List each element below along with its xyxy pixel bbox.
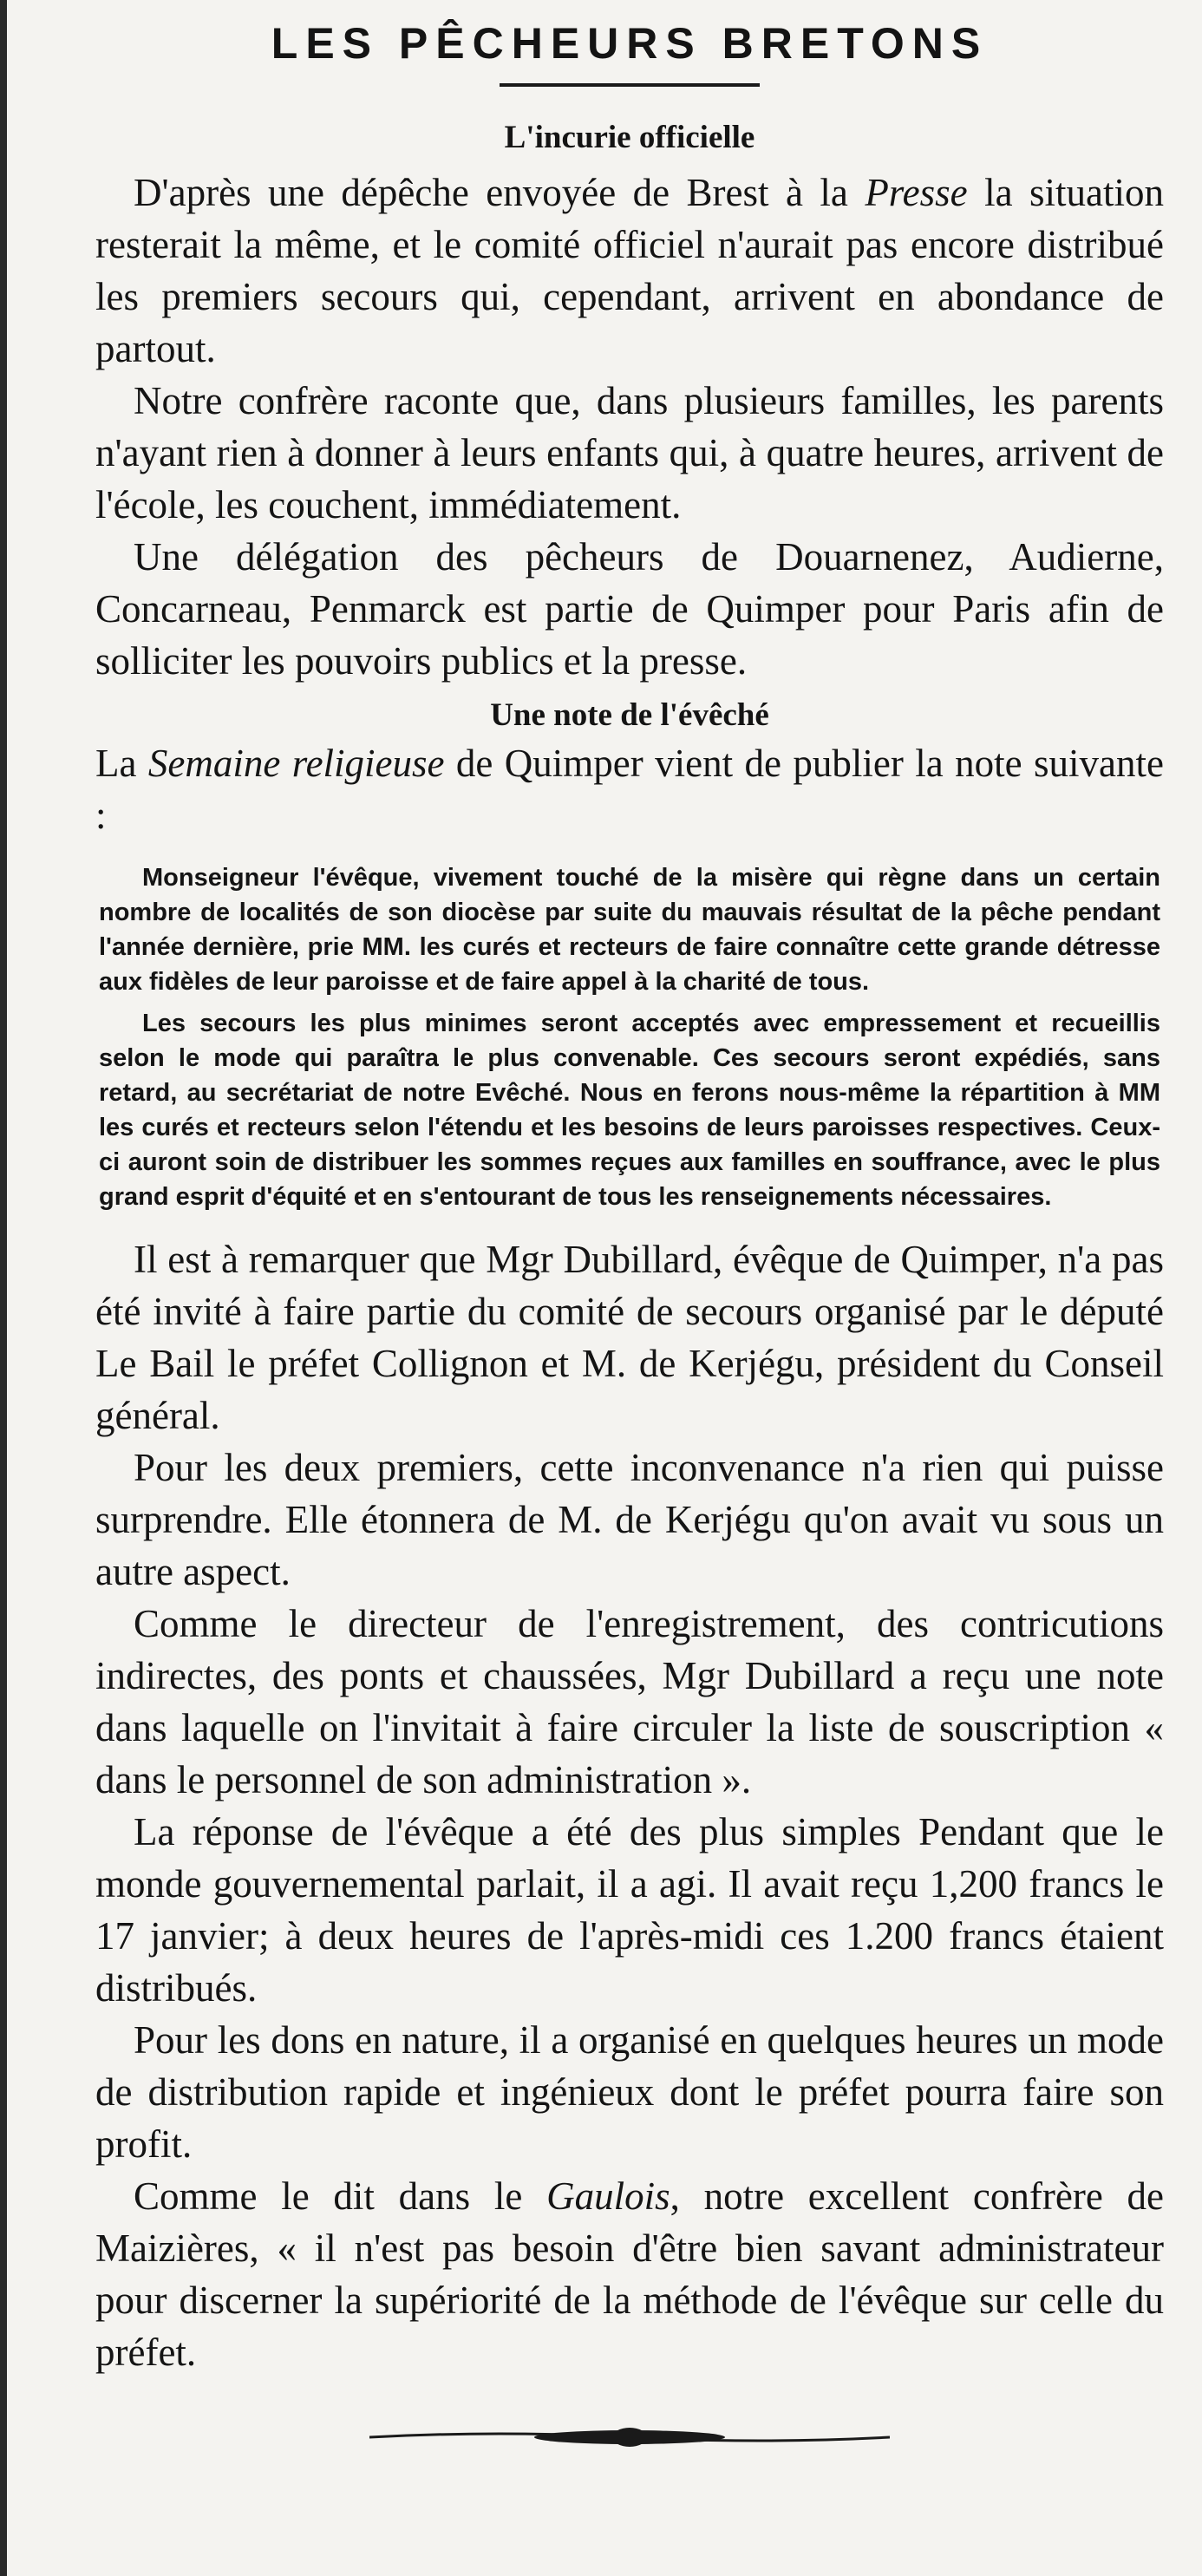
paragraph-4-text-end: de Quimper vient de publier la note suivante : xyxy=(95,742,1165,837)
article-subtitle: L'incurie officielle xyxy=(504,120,755,155)
paragraph-4-italic: Semaine religieuse xyxy=(147,742,445,785)
paragraph-10-text: Comme le dit dans le xyxy=(134,2174,547,2218)
paragraph-1 xyxy=(95,167,1164,375)
paragraph-1-italic: Presse xyxy=(865,171,968,214)
paragraph-8: La réponse de l'évêque a été des plus simples Pendant que le monde gouvernemental parlait, il a agi. Il avait reçu 1,200 francs le 17 janvier; à deux heures de l'après-midi ces 1.200 francs étaient distribués. xyxy=(95,1810,1164,2010)
section-heading: Une note de l'évêché xyxy=(490,697,769,733)
article-title: LES PÊCHEURS BRETONS xyxy=(271,19,989,68)
paragraph-2: Notre confrère raconte que, dans plusieurs familles, les parents n'ayant rien à donner à leurs enfants qui, à quatre heures, arrivent de l'école, les couchent, immédiatement. xyxy=(95,379,1164,526)
paragraph-10-text-end: , notre excellent confrère de Maizières, « il n'est pas besoin d'être bien savant administrateur pour discerner la supériorité de la méthode de l'évêque sur celle du préfet. xyxy=(95,2174,1164,2374)
paragraph-9: Pour les dons en nature, il a organisé en quelques heures un mode de distribution rapide et ingénieux dont le préfet pourra faire son profit. xyxy=(95,2018,1164,2166)
paragraph-5: Il est à remarquer que Mgr Dubillard, évêque de Quimper, n'a pas été invité à faire partie du comité de secours organisé par le député Le Bail le préfet Collignon et M. de Kerjégu, président du Conseil général. xyxy=(95,1238,1164,1437)
paragraph-7: Comme le directeur de l'enregistrement, des contricutions indirectes, des ponts et chaussées, Mgr Dubillard a reçu une note dans laquelle on l'invitait à faire circuler la liste de souscription « dans le personnel de son administration ». xyxy=(95,1602,1164,1801)
paragraph-1-text: D'après une dépêche envoyée de Brest à la xyxy=(134,171,866,214)
quoted-note-2: Les secours les plus minimes seront acceptés avec empressement et recueillis selon le mode qui paraîtra le plus convenable. Ces secours seront expédiés, sans retard, au secrétariat de notre Evêché. Nous en ferons nous-même la répartition à MM les curés et recteurs selon l'étendu et les besoins de leurs paroisses respectives. Ceux-ci auront soin de distribuer les sommes reçues aux familles en souffrance, avec le plus grand esprit d'équité et en s'entourant de tous les renseignements nécessaires. xyxy=(99,1010,1160,1211)
article xyxy=(95,0,1164,2448)
paragraph-10-italic: Gaulois xyxy=(546,2174,670,2218)
paragraph-10 xyxy=(95,2170,1164,2378)
paragraph-3: Une délégation des pêcheurs de Douarnenez, Audierne, Concarneau, Penmarck est partie de Quimper pour Paris afin de solliciter les pouvoirs publics et la presse. xyxy=(95,535,1164,683)
quoted-note-1: Monseigneur l'évêque, vivement touché de la misère qui règne dans un certain nombre de localités de son diocèse par suite du mauvais résultat de la pêche pendant l'année dernière, prie MM. les curés et recteurs de faire connaître cette grande détresse aux fidèles de leur paroisse et de faire appel à la charité de tous. xyxy=(99,864,1160,996)
paragraph-4 xyxy=(95,737,1164,841)
column-rule xyxy=(0,0,7,2576)
title-rule xyxy=(500,83,760,87)
end-ornament xyxy=(369,2427,890,2448)
paragraph-1-text-end: la situation resterait la même, et le comité officiel n'aurait pas encore distribué les premiers secours qui, cependant, arrivent en abondance de partout. xyxy=(95,171,1164,370)
paragraph-6: Pour les deux premiers, cette inconvenance n'a rien qui puisse surprendre. Elle étonnera de M. de Kerjégu qu'on avait vu sous un autre aspect. xyxy=(95,1446,1164,1593)
paragraph-4-text: La xyxy=(95,742,148,785)
